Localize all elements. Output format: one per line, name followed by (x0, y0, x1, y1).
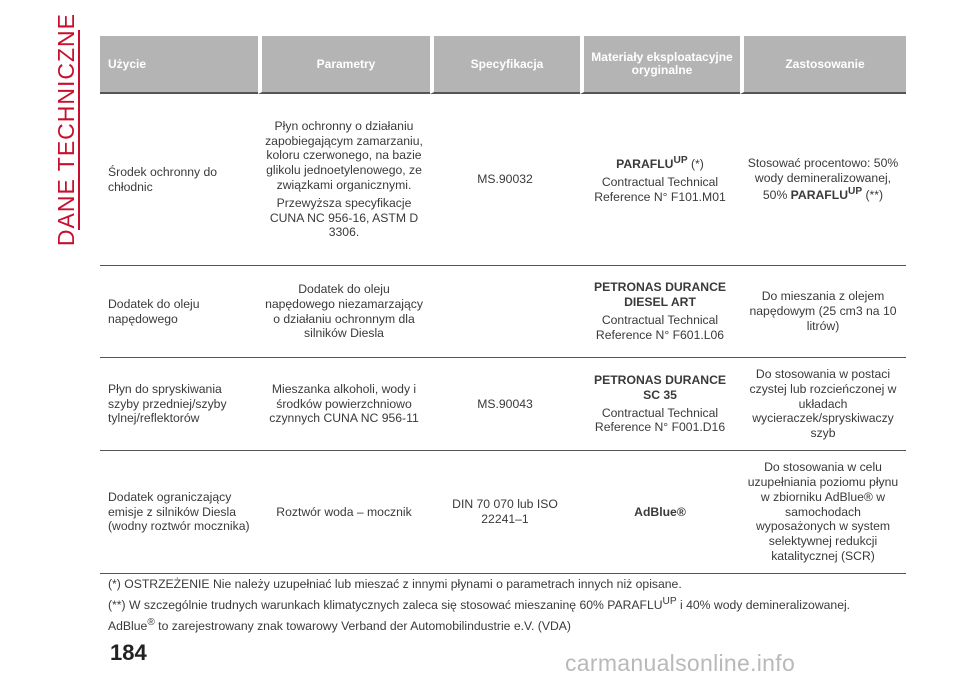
brand-superscript: UP (673, 155, 688, 167)
section-title-rule (78, 30, 80, 230)
fluids-spec-table (100, 36, 906, 574)
cell-application (740, 94, 906, 266)
brand-name: AdBlue® (634, 504, 686, 519)
table-row (100, 451, 906, 574)
cell-original-material (580, 451, 740, 574)
brand-name: PETRONAS DURANCE SC 35 (593, 372, 727, 402)
footnotes (108, 575, 908, 635)
table-header-row (100, 36, 906, 94)
material-name-line (585, 154, 735, 172)
cell-application: Do stosowania w postaci czystej lub rozcieńczonej w układach wycieraczek/spryskiwaczy szyb (740, 358, 906, 451)
cell-specification (430, 266, 580, 358)
table-row (100, 266, 906, 358)
cell-application: Do stosowania w celu uzupełniania poziomu płynu w zbiorniku AdBlue® w samochodach wyposażonych w system selektywnej redukcji katalitycznej (SCR) (740, 451, 906, 574)
header-use: Użycie (100, 36, 258, 94)
cell-original-material (580, 94, 740, 266)
material-reference: Contractual Technical Reference N° F101.M01 (594, 175, 726, 204)
footnote-3 (108, 614, 908, 635)
header-parameters: Parametry (258, 36, 430, 94)
section-title-text: DANE TECHNICZNE (52, 13, 79, 247)
watermark: carmanualsonline.info (565, 650, 796, 676)
cell-specification: MS.90032 (430, 94, 580, 266)
footnote-3-text: AdBlue (108, 619, 148, 634)
cell-parameters: Mieszanka alkoholi, wody i środków powierzchniowo czynnych CUNA NC 956-11 (258, 358, 430, 451)
footnote-3-text-end: to zarejestrowany znak towarowy Verband der Automobilindustrie e.V. (VDA) (154, 619, 571, 634)
footnote-2 (108, 593, 908, 614)
registered-mark: ® (147, 617, 155, 629)
cell-use: Środek ochronny do chłodnic (100, 94, 258, 266)
table-row (100, 94, 906, 266)
cell-use: Dodatek ograniczający emisje z silników Diesla (wodny roztwór mocznika) (100, 451, 258, 574)
brand-name: PARAFLU (616, 157, 674, 172)
cell-original-material (580, 266, 740, 358)
cell-use: Płyn do spryskiwania szyby przedniej/szyby tylnej/reflektorów (100, 358, 258, 451)
cell-original-material (580, 358, 740, 451)
brand-name: PETRONAS DURANCE DIESEL ART (593, 280, 727, 310)
cell-application: Do mieszania z olejem napędowym (25 cm3 na 10 litrów) (740, 266, 906, 358)
table-row (100, 358, 906, 451)
page-number: 184 (110, 640, 147, 665)
footnote-mark: (*) (687, 157, 704, 172)
cell-parameters: Dodatek do oleju napędowego niezamarzający o działaniu ochronnym dla silników Diesla (258, 266, 430, 358)
material-reference: Contractual Technical Reference N° F001.D16 (594, 405, 726, 435)
section-title-vertical (46, 13, 86, 247)
header-original-materials: Materiały eksploatacyjne oryginalne (580, 36, 740, 94)
footnote-2-text: (**) W szczególnie trudnych warunkach klimatycznych zaleca się stosować mieszaninę 60% PARAFLU (108, 598, 663, 613)
material-reference: Contractual Technical Reference N° F601.L06 (595, 313, 725, 342)
header-application: Zastosowanie (740, 36, 906, 94)
header-specification: Specyfikacja (430, 36, 580, 94)
parameters-paragraph: Płyn ochronny o działaniu zapobiegającym zamarzaniu, koloru czerwonego, na bazie glikolu jednoetylenowego, ze związkami organicznymi. (265, 118, 423, 192)
footnote-2-text-end: i 40% wody demineralizowanej. (676, 598, 851, 613)
cell-use: Dodatek do oleju napędowego (100, 266, 258, 358)
parameters-paragraph: Przewyższa specyfikacje CUNA NC 956-16, ASTM D 3306. (269, 195, 419, 240)
application-text: Stosować procentowo: 50% wody demineralizowanej, 50% (747, 155, 899, 203)
cell-specification: MS.90043 (430, 358, 580, 451)
brand-superscript: UP (848, 186, 863, 198)
footnote-mark: (**) (862, 188, 884, 203)
footnote-2-superscript: UP (662, 596, 677, 607)
cell-parameters (258, 94, 430, 266)
cell-specification: DIN 70 070 lub ISO 22241–1 (430, 451, 580, 574)
brand-name: PARAFLU (790, 188, 848, 203)
footnote-1: (*) OSTRZEŻENIE Nie należy uzupełniać lub mieszać z innymi płynami o parametrach innych niż opisane. (108, 577, 682, 591)
cell-parameters: Roztwór woda – mocznik (258, 451, 430, 574)
